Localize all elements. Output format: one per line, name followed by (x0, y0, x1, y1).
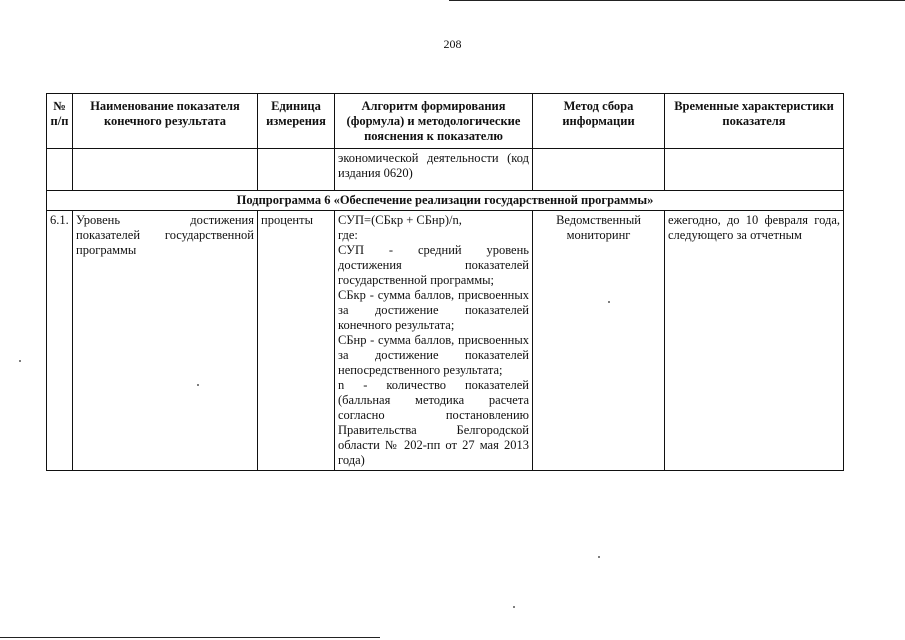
subprogram-row (47, 191, 844, 211)
formula-line: где: (338, 228, 358, 242)
cell-indicator-name: Уровень достижения показателей государственной программы (73, 211, 258, 471)
cell-unit: проценты (258, 211, 335, 471)
formula-line: СБкр - сумма баллов, присвоенных за достижение показателей конечного результата; (338, 288, 529, 332)
scan-bottom-edge (0, 637, 380, 638)
subprogram-title: Подпрограмма 6 «Обеспечение реализации государственной программы» (47, 191, 844, 211)
header-name: Наименование показателя конечного результата (73, 94, 258, 149)
formula-line: СУП - средний уровень достижения показателей государственной программы; (338, 243, 529, 287)
header-time: Временные характеристики показателя (665, 94, 844, 149)
cell-empty (73, 149, 258, 191)
cell-empty (665, 149, 844, 191)
scan-speck (598, 556, 600, 558)
formula-line: СУП=(СБкр + СБнр)/n, (338, 213, 462, 227)
cell-num: 6.1. (47, 211, 73, 471)
table-row-continuation (47, 149, 844, 191)
cell-empty (47, 149, 73, 191)
header-method: Метод сбора информации (533, 94, 665, 149)
page-number: 208 (443, 37, 462, 51)
cell-method: Ведомственный мониторинг (533, 211, 665, 471)
table-row-6-1 (47, 211, 844, 471)
formula-line: n - количество показателей (балльная методика расчета согласно постановлению Правительства Белгородской области № 202-пп от 27 мая 2013 года) (338, 378, 529, 467)
header-num: № п/п (47, 94, 73, 149)
header-unit: Единица измерения (258, 94, 335, 149)
cell-empty (533, 149, 665, 191)
scan-speck (197, 384, 199, 386)
cell-algorithm-continuation: экономической деятельности (код издания 0620) (335, 149, 533, 191)
indicators-table (46, 93, 844, 471)
scan-speck (608, 301, 610, 303)
cell-empty (258, 149, 335, 191)
scan-top-edge (449, 0, 905, 1)
table-header-row (47, 94, 844, 149)
formula-line: СБнр - сумма баллов, присвоенных за достижение показателей непосредственного результата; (338, 333, 529, 377)
scan-speck (513, 606, 515, 608)
cell-algorithm (335, 211, 533, 471)
scan-speck (19, 360, 21, 362)
header-algorithm: Алгоритм формирования (формула) и методологические пояснения к показателю (335, 94, 533, 149)
cell-time: ежегодно, до 10 февраля года, следующего за отчетным (665, 211, 844, 471)
